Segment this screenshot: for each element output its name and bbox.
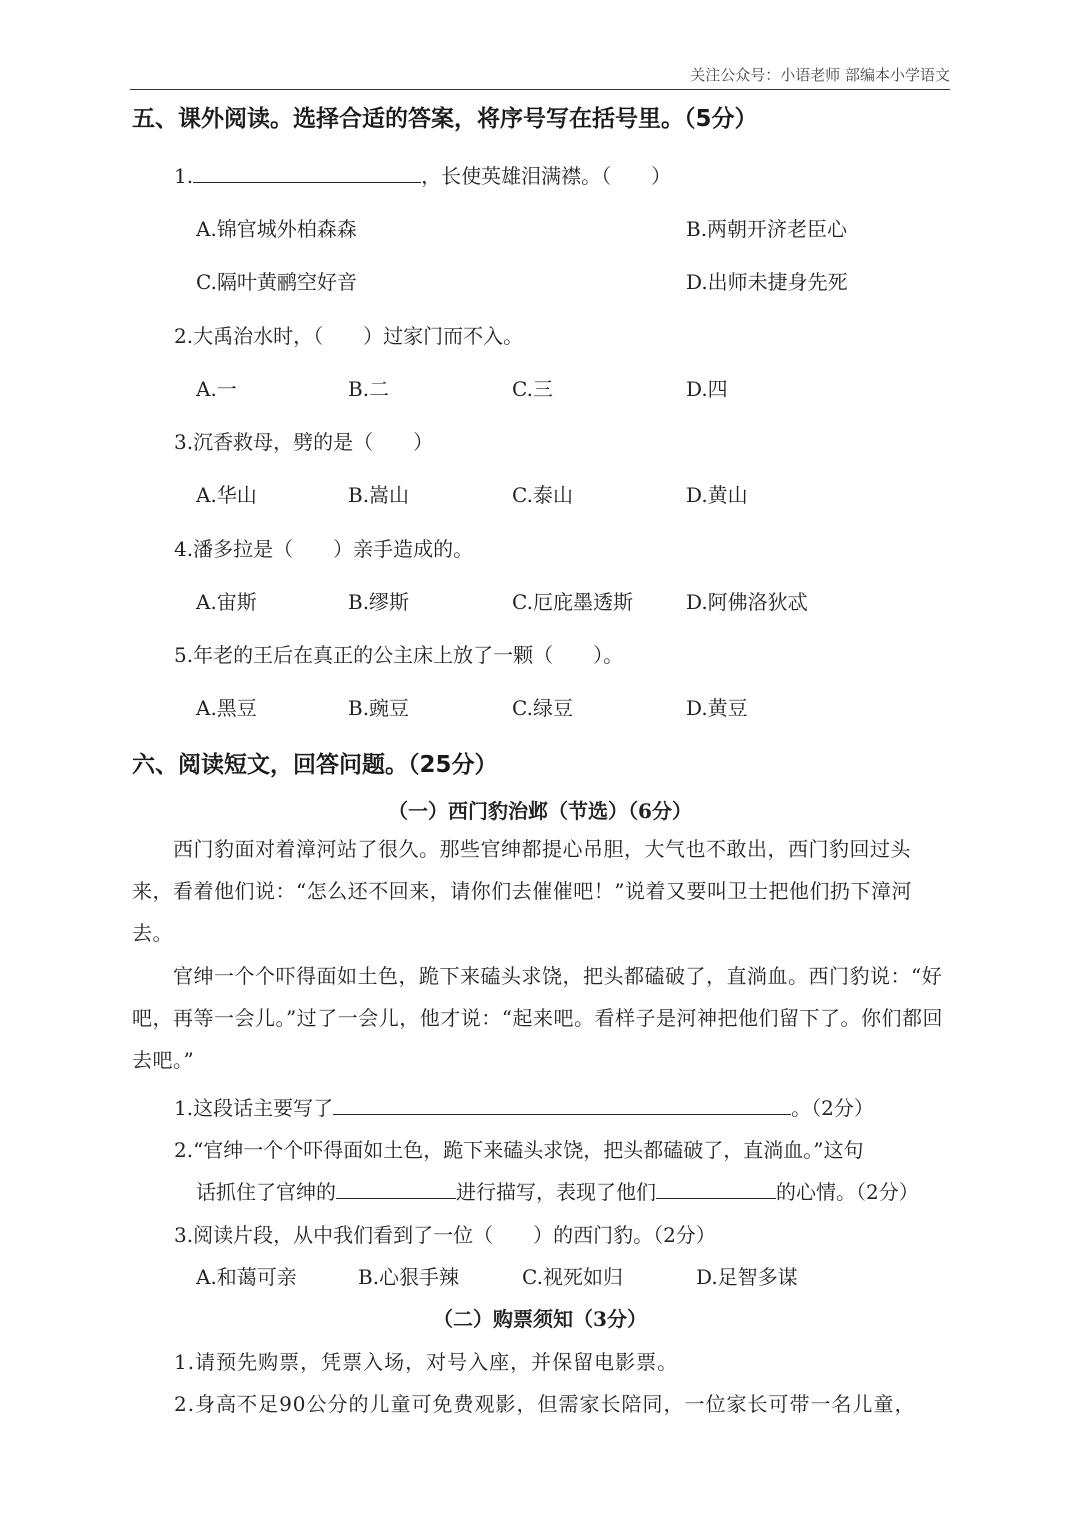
option-b: B.二 (348, 377, 390, 401)
section-6-title: 六、阅读短文，回答问题。（25分） (132, 752, 498, 778)
header-note: 关注公众号：小语老师 部编本小学语文 (690, 66, 950, 84)
question-text: 1.这段话主要写了 (174, 1096, 334, 1120)
option-d: D.出师未捷身先死 (686, 270, 848, 294)
passage-1-question-1 (174, 1092, 874, 1121)
question-1 (174, 160, 671, 189)
option-c: C.泰山 (512, 483, 573, 507)
answer-blank[interactable] (336, 1178, 456, 1199)
question-2: 2.大禹治水时，（ ）过家门而不入。 (174, 324, 524, 348)
option-c: C.视死如归 (522, 1265, 623, 1289)
question-1-number: 1. (174, 164, 194, 188)
option-b: B.缪斯 (348, 590, 410, 614)
question-4: 4.潘多拉是（ ）亲手造成的。 (174, 537, 474, 561)
option-b: B.心狠手辣 (358, 1265, 460, 1289)
option-a: A.和蔼可亲 (196, 1265, 297, 1289)
passage-1-title: （一）西门豹治邺（节选）（6分） (388, 799, 692, 823)
option-a: A.华山 (196, 483, 257, 507)
passage-1-question-3: 3.阅读片段，从中我们看到了一位（ ）的西门豹。（2分） (174, 1223, 716, 1247)
option-b: B.两朝开济老臣心 (686, 217, 848, 241)
option-c: C.三 (512, 377, 553, 401)
section-5-title: 五、课外阅读。选择合适的答案，将序号写在括号里。（5分） (132, 106, 758, 132)
option-c: C.厄庇墨透斯 (512, 590, 633, 614)
answer-blank[interactable] (333, 1094, 791, 1115)
question-5: 5.年老的王后在真正的公主床上放了一颗（ ）。 (174, 643, 624, 667)
option-a: A.一 (196, 377, 237, 401)
passage-1-paragraph: 西门豹面对着漳河站了很久。那些官绅都提心吊胆，大气也不敢出，西门豹回过头来，看着他们说：“怎么还不回来，请你们去催催吧！”说着又要叫卫士把他们扔下漳河去。 (132, 837, 912, 945)
option-a: A.锦官城外柏森森 (196, 217, 357, 241)
header-divider (130, 89, 950, 90)
option-a: A.宙斯 (196, 590, 257, 614)
question-score: 。（2分） (791, 1096, 874, 1120)
option-a: A.黑豆 (196, 696, 257, 720)
option-b: B.嵩山 (348, 483, 410, 507)
question-1-tail: ，长使英雄泪满襟。（ ） (421, 164, 672, 188)
option-d: D.四 (686, 377, 728, 401)
answer-blank[interactable] (193, 162, 421, 183)
passage-1-question-2-continued (196, 1176, 919, 1205)
question-3: 3.沉香救母，劈的是（ ） (174, 430, 434, 454)
passage-1-paragraph: 官绅一个个吓得面如土色，跪下来磕头求饶，把头都磕破了，直淌血。西门豹说：“好吧，再等一会儿。”过了一会儿，他才说：“起来吧。看样子是河神把他们留下了。你们都回去吧。” (132, 964, 943, 1072)
question-text: 进行描写，表现了他们 (456, 1180, 656, 1204)
question-score: 的心情。（2分） (776, 1180, 919, 1204)
option-b: B.豌豆 (348, 696, 410, 720)
ticket-rule-1: 1.请预先购票，凭票入场，对号入座，并保留电影票。 (174, 1350, 679, 1374)
option-d: D.足智多谋 (696, 1265, 798, 1289)
option-c: C.隔叶黄鹂空好音 (196, 270, 357, 294)
option-d: D.黄山 (686, 483, 748, 507)
answer-blank[interactable] (656, 1178, 776, 1199)
option-d: D.阿佛洛狄忒 (686, 590, 808, 614)
ticket-rule-2: 2.身高不足90公分的儿童可免费观影，但需家长陪同，一位家长可带一名儿童， (174, 1392, 916, 1416)
passage-1-question-2: 2.“官绅一个个吓得面如土色，跪下来磕头求饶，把头都磕破了，直淌血。”这句 (174, 1138, 864, 1162)
question-text: 话抓住了官绅的 (196, 1180, 336, 1204)
option-d: D.黄豆 (686, 696, 748, 720)
option-c: C.绿豆 (512, 696, 573, 720)
passage-2-title: （二）购票须知（3分） (433, 1307, 647, 1331)
